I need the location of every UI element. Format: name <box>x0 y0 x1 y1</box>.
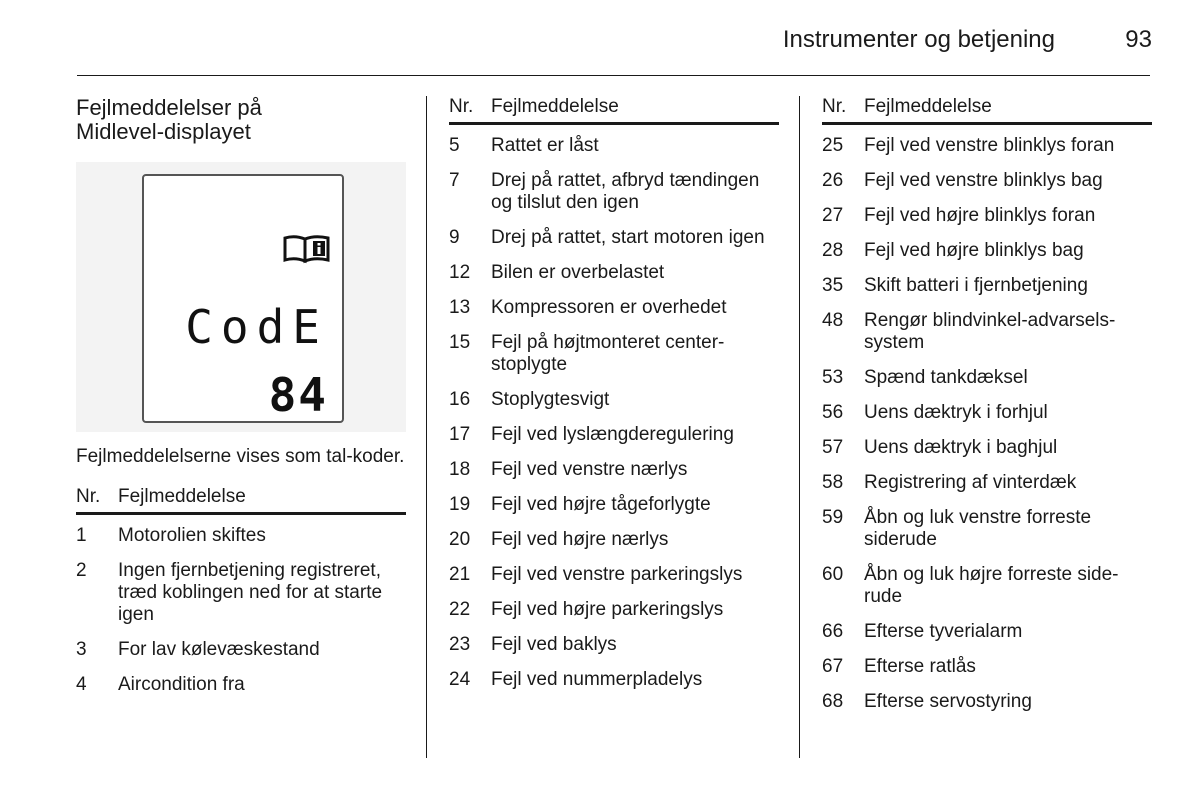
table-header <box>76 486 406 515</box>
row-nr: 58 <box>822 472 844 493</box>
row-nr: 59 <box>822 507 844 528</box>
table-row <box>449 529 779 551</box>
table-row <box>822 621 1152 643</box>
table-row <box>822 275 1152 297</box>
page-number: 93 <box>1125 26 1152 53</box>
table-row <box>449 634 779 656</box>
row-nr: 35 <box>822 275 844 296</box>
table-row <box>822 691 1152 713</box>
row-nr: 17 <box>449 424 471 445</box>
row-message: Rattet er låst <box>491 135 599 156</box>
column-divider <box>426 96 427 758</box>
header-message: Fejlmeddelelse <box>118 486 246 507</box>
row-nr: 28 <box>822 240 844 261</box>
table-row <box>449 297 779 319</box>
row-nr: 53 <box>822 367 844 388</box>
table-row <box>822 507 1152 551</box>
row-nr: 19 <box>449 494 471 515</box>
row-message: Spænd tankdæksel <box>864 367 1028 388</box>
row-message: For lav kølevæskestand <box>118 639 320 660</box>
table-row <box>449 262 779 284</box>
row-message: Skift batteri i fjernbetjening <box>864 275 1088 296</box>
table-row <box>822 564 1152 608</box>
column-3 <box>822 96 1152 713</box>
row-message: Fejl på højtmonteret center-stoplygte <box>491 332 725 375</box>
row-message: Fejl ved venstre blinklys bag <box>864 170 1103 191</box>
row-message: Fejl ved venstre parkeringslys <box>491 564 743 585</box>
table-row <box>449 494 779 516</box>
row-message: Fejl ved højre tågeforlygte <box>491 494 711 515</box>
row-message: Ingen fjernbetjening registreret, træd koblingen ned for at starte igen <box>118 560 383 625</box>
header-nr: Nr. <box>449 96 474 117</box>
row-nr: 21 <box>449 564 471 585</box>
row-nr: 15 <box>449 332 471 353</box>
row-message: Registrering af vinterdæk <box>864 472 1077 493</box>
table-row <box>822 205 1152 227</box>
row-nr: 57 <box>822 437 844 458</box>
row-nr: 12 <box>449 262 471 283</box>
section-title-line2: Midlevel-displayet <box>76 119 251 144</box>
row-nr: 1 <box>76 525 87 546</box>
section-title <box>76 96 406 144</box>
row-nr: 24 <box>449 669 471 690</box>
table-row <box>822 656 1152 678</box>
row-nr: 23 <box>449 634 471 655</box>
row-nr: 2 <box>76 560 87 581</box>
row-nr: 22 <box>449 599 471 620</box>
row-nr: 3 <box>76 639 87 660</box>
row-message: Fejl ved baklys <box>491 634 617 655</box>
table-row <box>449 170 779 214</box>
row-message: Efterse servostyring <box>864 691 1032 712</box>
row-message: Fejl ved venstre nærlys <box>491 459 688 480</box>
row-message: Fejl ved højre parkeringslys <box>491 599 724 620</box>
table-header <box>822 96 1152 125</box>
row-nr: 20 <box>449 529 471 550</box>
row-nr: 26 <box>822 170 844 191</box>
section-title-line1: Fejlmeddelelser på <box>76 95 262 120</box>
row-nr: 66 <box>822 621 844 642</box>
table-row <box>822 240 1152 262</box>
table-header <box>449 96 779 125</box>
display-code-number: 84 <box>268 368 328 422</box>
table-row <box>449 669 779 691</box>
midlevel-display-illustration <box>76 162 406 432</box>
table-row <box>449 424 779 446</box>
table-row <box>76 639 406 661</box>
column-divider <box>799 96 800 758</box>
row-nr: 27 <box>822 205 844 226</box>
page-header-title: Instrumenter og betjening <box>782 26 1055 53</box>
table-row <box>76 525 406 547</box>
table-row <box>449 459 779 481</box>
table-row <box>822 402 1152 424</box>
table-row <box>449 135 779 157</box>
row-message: Efterse ratlås <box>864 656 976 677</box>
row-message: Åbn og luk højre forreste side-rude <box>864 564 1119 607</box>
row-nr: 56 <box>822 402 844 423</box>
table-row <box>449 332 779 376</box>
table-row <box>449 564 779 586</box>
row-nr: 9 <box>449 227 460 248</box>
table-row <box>449 389 779 411</box>
table-row <box>822 472 1152 494</box>
table-row <box>76 560 406 626</box>
row-nr: 25 <box>822 135 844 156</box>
header-nr: Nr. <box>76 486 101 507</box>
row-message: Fejl ved højre nærlys <box>491 529 669 550</box>
table-row <box>822 367 1152 389</box>
intro-text: Fejlmeddelelserne vises som tal-koder. <box>76 446 405 467</box>
row-message: Aircondition fra <box>118 674 245 695</box>
row-message: Fejl ved højre blinklys foran <box>864 205 1096 226</box>
row-message: Uens dæktryk i baghjul <box>864 437 1058 458</box>
row-message: Fejl ved nummerpladelys <box>491 669 703 690</box>
row-message: Kompressoren er overhedet <box>491 297 727 318</box>
row-nr: 5 <box>449 135 460 156</box>
header-rule <box>77 75 1150 76</box>
table-row <box>822 135 1152 157</box>
row-nr: 16 <box>449 389 471 410</box>
display-screen <box>142 174 344 423</box>
row-nr: 60 <box>822 564 844 585</box>
column-2 <box>449 96 779 691</box>
row-nr: 4 <box>76 674 87 695</box>
table-row <box>822 437 1152 459</box>
row-message: Stoplygtesvigt <box>491 389 610 410</box>
header-nr: Nr. <box>822 96 847 117</box>
header-message: Fejlmeddelelse <box>491 96 619 117</box>
row-nr: 48 <box>822 310 844 331</box>
display-code-text: CodE <box>185 300 328 354</box>
table-row <box>76 674 406 696</box>
table-row <box>449 227 779 249</box>
row-message: Drej på rattet, start motoren igen <box>491 227 765 248</box>
row-nr: 67 <box>822 656 844 677</box>
row-message: Drej på rattet, afbryd tændingen og tilslut den igen <box>491 170 760 213</box>
table-row <box>822 170 1152 192</box>
row-message: Motorolien skiftes <box>118 525 266 546</box>
row-message: Uens dæktryk i forhjul <box>864 402 1048 423</box>
row-nr: 13 <box>449 297 471 318</box>
row-nr: 68 <box>822 691 844 712</box>
table-row <box>822 310 1152 354</box>
row-nr: 18 <box>449 459 471 480</box>
table-row <box>449 599 779 621</box>
book-info-icon <box>282 234 332 269</box>
row-message: Efterse tyverialarm <box>864 621 1023 642</box>
row-message: Fejl ved lyslængderegulering <box>491 424 734 445</box>
header-message: Fejlmeddelelse <box>864 96 992 117</box>
row-nr: 7 <box>449 170 460 191</box>
row-message: Rengør blindvinkel-advarsels-system <box>864 310 1116 353</box>
row-message: Fejl ved venstre blinklys foran <box>864 135 1115 156</box>
column-1 <box>76 96 406 696</box>
row-message: Åbn og luk venstre forreste siderude <box>864 507 1092 550</box>
row-message: Fejl ved højre blinklys bag <box>864 240 1084 261</box>
row-message: Bilen er overbelastet <box>491 262 665 283</box>
